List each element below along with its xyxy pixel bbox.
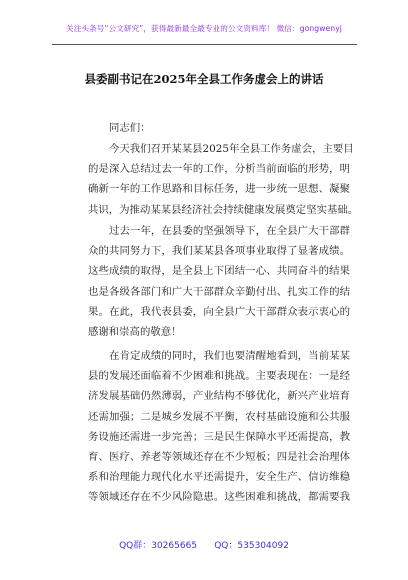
paragraph-line: 也是各级各部门和广大干部群众辛勤付出、扎实工作的结 [88,285,350,298]
paragraph-line: 等领域还存在不少风险隐患。这些困难和挑战，都需要我 [88,491,350,504]
paragraph-line: 今天我们召开某某县2025年全县工作务虚会，主要目 [109,143,354,155]
paragraph-1 [88,139,359,220]
paragraph-2 [88,221,350,342]
paragraph-line: 果。在此，我代表县委，向全县广大干部群众表示衷心的 [88,305,350,318]
paragraph-line: 共识，为推动某某县经济社会持续健康发展奠定坚实基础。 [88,203,359,216]
paragraph-line: 还需加强；二是城乡发展不平衡，农村基础设施和公共服 [88,410,350,423]
paragraph-line: 感谢和崇高的敬意！ [88,325,182,338]
paragraph-line: 育、医疗、养老等领域还存在不少短板；四是社会治理体 [88,450,350,463]
document-title: 县委副书记在2025年全县工作务虚会上的讲话 [84,72,324,86]
paragraph-line: 务设施还需进一步完善；三是民生保障水平还需提高，教 [88,430,350,443]
salutation-line: 同志们： [109,122,151,134]
paragraph-line: 众的共同努力下，我们某某县各项事业取得了显著成绩。 [88,245,350,258]
qq-number: QQ：535304092 [214,541,289,551]
paragraph-line: 县的发展还面临着不少困难和挑战。主要表现在：一是经 [88,370,350,383]
paragraph-line: 过去一年，在县委的坚强领导下，在全县广大干部群 [109,225,350,237]
paragraph-line: 确新一年的工作思路和目标任务，进一步统一思想、凝聚 [88,183,350,196]
salutation [88,118,350,138]
paragraph-line: 系和治理能力现代化水平还需提升，安全生产、信访维稳 [88,471,350,484]
paragraph-line: 的是深入总结过去一年的工作，分析当前面临的形势，明 [88,163,350,176]
paragraph-line: 这些成绩的取得，是全县上下团结一心、共同奋斗的结果 [88,265,350,278]
paragraph-3 [88,346,350,508]
header-banner: 关注头条号“公文研究”，获得最新最全最专业的公文资料库！ 微信：gongwenyj [66,24,342,33]
paragraph-line: 济发展基础仍然薄弱，产业结构不够优化，新兴产业培育 [88,390,350,403]
header-divider [52,44,357,45]
paragraph-line: 在肯定成绩的同时，我们也要清醒地看到，当前某某 [109,350,350,362]
qq-group-number: QQ群：30265665 [119,541,198,551]
footer-contact [0,538,408,551]
